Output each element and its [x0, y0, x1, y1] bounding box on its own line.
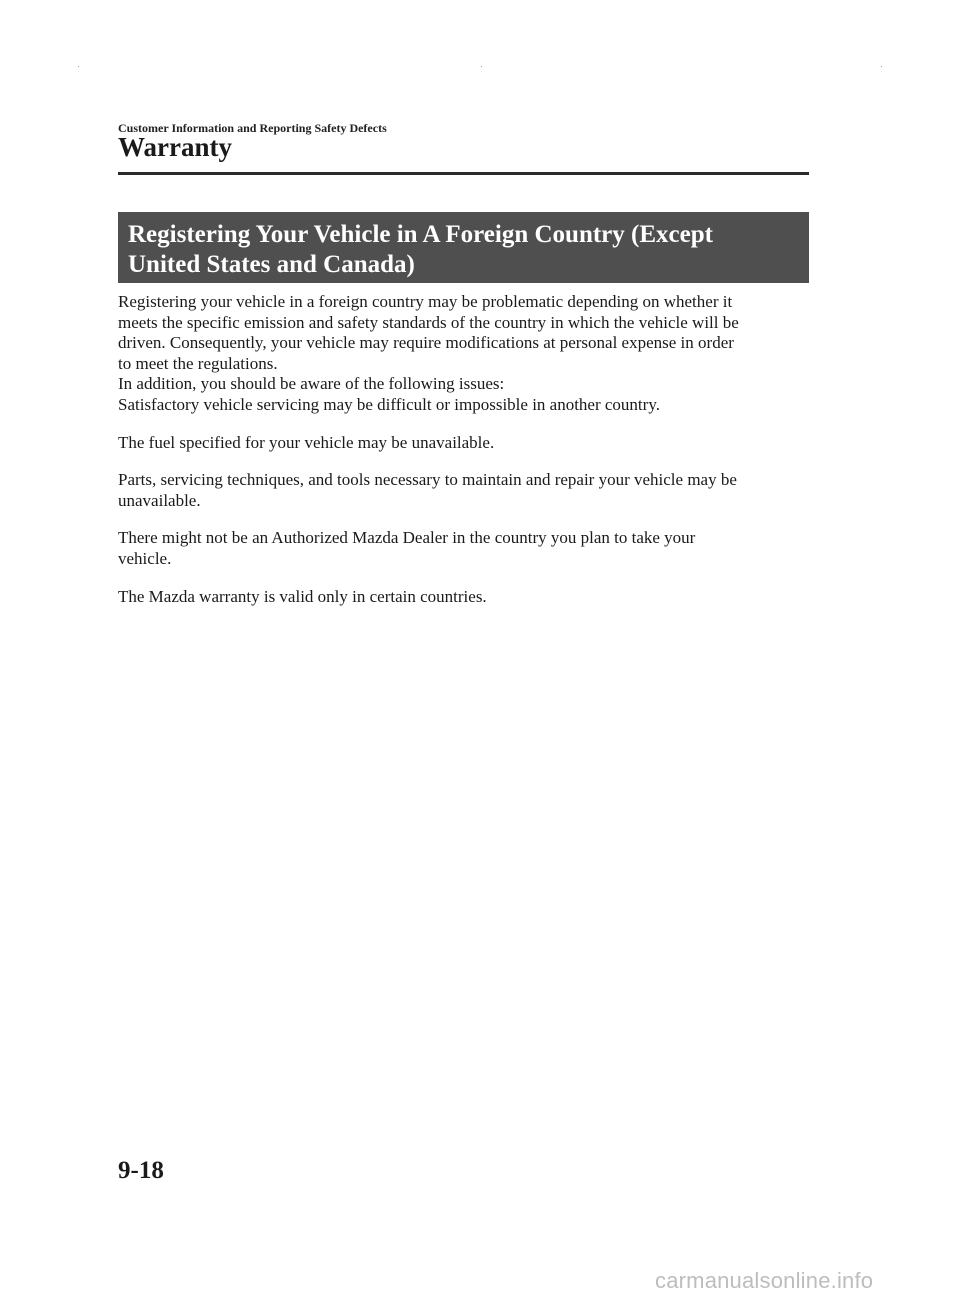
dealer-note-line: vehicle. — [118, 548, 172, 568]
section-title-line-2: United States and Canada) — [128, 251, 415, 278]
intro-line: to meet the regulations. — [118, 353, 278, 373]
chapter-title: Warranty — [118, 132, 232, 162]
intro-line: Registering your vehicle in a foreign country may be problematic depending on whether it — [118, 292, 733, 311]
dealer-note — [118, 528, 812, 569]
page-number: 9-18 — [118, 1157, 164, 1184]
crop-mark-left — [78, 66, 79, 67]
header-rule — [118, 172, 809, 175]
intro-line: driven. Consequently, your vehicle may require modifications at personal expense in order — [118, 333, 734, 353]
fuel-note: The fuel specified for your vehicle may be unavailable. — [118, 432, 495, 452]
parts-note — [118, 470, 812, 511]
section-label: Customer Information and Reporting Safety Defects — [118, 121, 387, 135]
intro-line: Satisfactory vehicle servicing may be difficult or impossible in another country. — [118, 394, 660, 414]
crop-mark-center — [481, 66, 482, 67]
intro-line: In addition, you should be aware of the following issues: — [118, 374, 505, 394]
section-title-line-1: Registering Your Vehicle in A Foreign Country (Except — [128, 221, 713, 248]
warranty-note: The Mazda warranty is valid only in certain countries. — [118, 586, 487, 606]
watermark: carmanualsonline.info — [655, 1268, 874, 1293]
parts-note-line: unavailable. — [118, 490, 201, 510]
body-text — [118, 292, 812, 607]
dealer-note-line: There might not be an Authorized Mazda Dealer in the country you plan to take your — [118, 528, 696, 548]
section-banner — [118, 212, 809, 283]
section-title — [128, 220, 799, 280]
intro-line: meets the specific emission and safety standards of the country in which the vehicle will be — [118, 312, 739, 332]
crop-mark-right — [881, 66, 882, 67]
parts-note-line: Parts, servicing techniques, and tools necessary to maintain and repair your vehicle may be — [118, 470, 737, 490]
intro-paragraph — [118, 292, 812, 416]
